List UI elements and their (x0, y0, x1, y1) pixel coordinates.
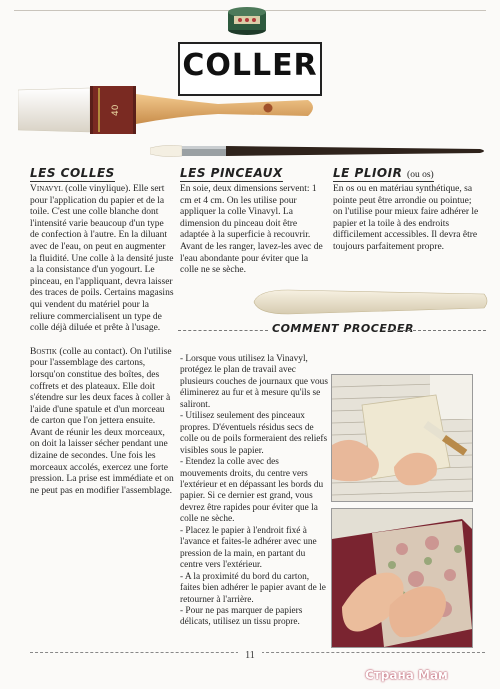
procedure-steps (180, 354, 328, 629)
vinavyl-name: Vinavyl (30, 184, 63, 194)
brush-size-label: 40 (111, 104, 121, 116)
procedure-step: - Utilisez seulement des pinceaux propres. D'éventuels résidus secs de colle ou de poils formeraient des reliefs visibles sous le papier. (180, 411, 328, 456)
vinavyl-paragraph (30, 184, 174, 335)
plioir-heading-text: LE PLIOIR (333, 166, 403, 180)
photo-gluing (331, 374, 473, 502)
heading-les-colles: LES COLLES (30, 166, 115, 180)
heading-comment-proceder: COMMENT PROCEDER (272, 322, 414, 335)
plioir-heading-note: (ou os) (407, 170, 434, 180)
thin-brush-image (150, 140, 490, 164)
vinavyl-text: (colle vinylique). Elle sert pour l'application du papier et de la toile. C'est une colle blanche dont l'intensité varie beaucoup d'un type de confection à l'autre. En la diluant avec de l'eau, on peut en augmenter la fluidité. Une colle à la densité juste a la consistance d'un yogourt. Le pinceau, en l'appliquant, devra laisser des traces de poils. Certains magasins qui vendent du matériel pour la reliure commercialisent un type de colle déjà diluée et prête à l'usage. (30, 184, 174, 334)
heading-le-plioir (333, 166, 434, 182)
wide-brush-image (18, 80, 318, 140)
procedure-rule-left (178, 330, 268, 331)
decorative-box-icon (226, 2, 268, 36)
procedure-step: - Lorsque vous utilisez la Vinavyl, protégez le plan de travail avec plusieurs couches de journaux que vous éliminerez au fur et à mesure qu'ils se saliront. (180, 354, 328, 410)
page-number: 11 (238, 650, 262, 661)
procedure-rule-right (388, 330, 486, 331)
bostik-paragraph (30, 347, 174, 498)
site-watermark: Страна Мам (365, 668, 448, 682)
bostik-text: (colle au contact). On l'utilise pour l'assemblage des cartons, lorsqu'on constitue des boîtes, des coffrets et des plateaux. Elle doit s'étendre sur les deux faces à coller à l'aide d'une spatule et d'un morceau de carton que l'on jettera ensuite. Avant de réunir les deux morceaux, on doit la laisser sécher pendant une dizaine de secondes. Une fois les morceaux accolés, exercez une forte pression. La prise est immédiate et on ne peut pas en modifier l'assemblage. (30, 346, 174, 496)
heading-les-pinceaux: LES PINCEAUX (180, 166, 283, 180)
procedure-step: - Etendez la colle avec des mouvements droits, du centre vers l'extérieur et en dépassant les bords du papier. Si ce dernier est grand, vous devrez être rapides pour éviter que la colle ne sèche. (180, 457, 324, 525)
bone-folder-image (248, 284, 490, 318)
pinceaux-text: En soie, deux dimensions servent: 1 cm et 4 cm. On les utilise pour appliquer la colle Vinavyl. La dimension du pinceau doit être adaptée à la superficie à recouvrir. Avant de les ranger, lavez-les avec de l'eau abondante pour éviter que la colle ne se sèche. (180, 184, 323, 276)
photo-pressing-paper (331, 508, 473, 648)
bostik-name: Bostik (30, 346, 57, 357)
procedure-step: - Pour ne pas marquer de papiers délicats, utilisez un tissu propre. (180, 605, 303, 628)
procedure-step: - Placez le papier à l'endroit fixé à l'avance et faites-le adhérer avec une pression de la main, en partant du centre vers l'extérieur. (180, 525, 317, 571)
procedure-step: - A la proximité du bord du carton, faites bien adhérer le papier avant de le retourner à l'arrière. (180, 571, 326, 605)
plioir-text: En os ou en matériau synthétique, sa pointe peut être arrondie ou pointue; on l'utilise pour mieux faire adhérer le papier et la toile à des endroits difficilement accessibles. Il devra être toujours parfaitement propre. (333, 184, 479, 252)
page-title: COLLER (182, 48, 318, 83)
colles-text (30, 184, 174, 497)
